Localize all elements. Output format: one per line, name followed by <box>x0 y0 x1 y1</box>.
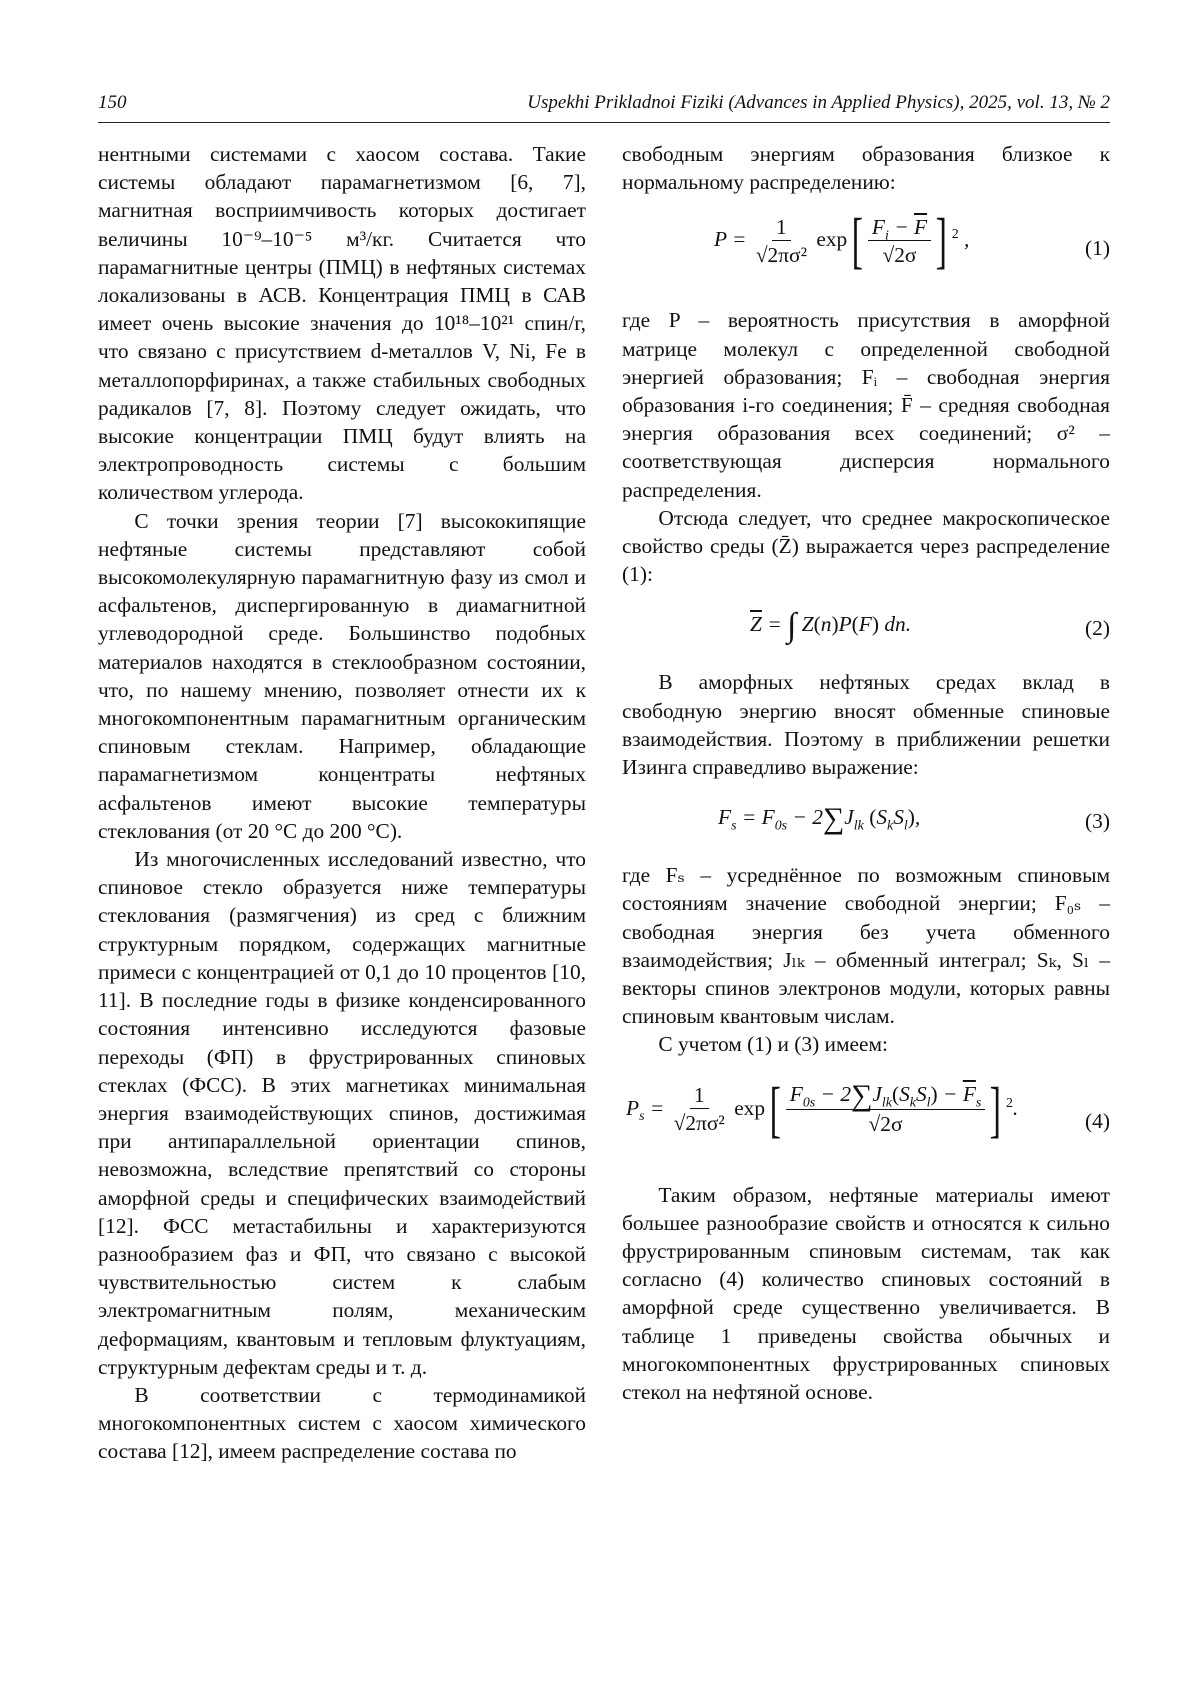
equation-1-number: (1) <box>1085 236 1110 261</box>
equation-3 <box>622 781 1110 861</box>
equation-2 <box>622 588 1110 668</box>
journal-citation: Uspekhi Prikladnoi Fiziki (Advances in Applied Physics), 2025, vol. 13, № 2 <box>527 92 1110 113</box>
right-paragraph-1: свободным энергиям образования близкое к нормальному распределению: <box>622 142 1110 195</box>
equation-2-formula: $\overline{Z}$ = ∫ Z(n)P(F) dn. <box>750 607 912 645</box>
equation-1 <box>622 196 1110 306</box>
equation-4 <box>622 1059 1110 1181</box>
left-paragraph-2: С точки зрения теории [7] высококипящие нефтяные системы представляют собой высокомолекулярную парамагнитную фазу из смол и асфальтенов, диспергированную в диамагнитной углеводородной среде. Большинство подобных материалов находятся в стеклообразном состоянии, что, по нашему мнению, позволяет отнести их к многокомпонентным парамагнитным органическим спиновым стеклам. Например, обладающие парамагнетизмом концентраты нефтяных асфальтенов имеют высокие температуры стеклования (от 20 °С до 200 °С). <box>98 508 586 843</box>
right-column <box>622 140 1110 1406</box>
right-paragraph-6: С учетом (1) и (3) имеем: <box>658 1032 889 1057</box>
left-paragraph-1: нентными системами с хаосом состава. Такие системы обладают парамагнетизмом [6, 7], магнитная восприимчивость которых достигает величины 10⁻⁹–10⁻⁵ м³/кг. Считается что парамагнитные центры (ПМЦ) в нефтяных системах локализованы в АСВ. Концентрация ПМЦ в САВ имеет очень высокие значения до 10¹⁸–10²¹ спин/г, что связано с присутствием d-металлов V, Ni, Fe в металлопорфиринах, а также стабильных свободных радикалов [7, 8]. Поэтому следует ожидать, что высокие концентрации ПМЦ будут влиять на электропроводность системы с большим количеством углерода. <box>98 142 586 505</box>
equation-3-formula: $F_s = F_{0s} - 2\sum J_{lk}$ $(S_kS_l)$, <box>718 802 921 836</box>
left-column <box>98 140 586 1466</box>
equation-4-number: (4) <box>1085 1108 1110 1133</box>
left-paragraph-3: Из многочисленных исследований известно, что спиновое стекло образуется ниже температуры стеклования (размягчения) из сред с ближним структурным порядком, содержащих магнитные примеси с концентрацией от 0,1 до 10 процентов [10, 11]. В последние годы в физике конденсированного состояния интенсивно исследуются фазовые переходы (ФП) в фрустрированных спиновых стеклах (ФСС). В этих магнетиках минимальная энергия взаимодействующих спинов, достижимая при антипараллельной ориентации спинов, невозможна, вследствие препятствий со стороны аморфной среды и специфических взаимодействий [12]. ФСС метастабильны и характеризуются разнообразием фаз и ФП, что связано с высокой чувствительностью систем к слабым электромагнитным полям, механическим деформациям, квантовым и тепловым флуктуациям, структурным дефектам среды и т. д. <box>98 847 586 1379</box>
right-paragraph-2: где P – вероятность присутствия в аморфной матрице молекул с определенной свободной энергией образования; Fᵢ – свободная энергия образования i-го соединения; F̄ – средняя свободная энергия образования всех соединений; σ² – соответствующая дисперсия нормального распределения. <box>622 308 1110 502</box>
right-paragraph-4: В аморфных нефтяных средах вклад в свободную энергию вносят обменные спиновые взаимодействия. Поэтому в приближении решетки Изинга справедливо выражение: <box>622 670 1110 780</box>
right-paragraph-5: где Fₛ – усреднённое по возможным спиновым состояниям значение свободной энергии; F₀ₛ – свободная энергия без учета обменного взаимодействия; Jₗₖ – обменный интеграл; Sₖ, Sₗ – векторы спинов электронов модули, которых равны спиновым квантовым числам. <box>622 863 1110 1029</box>
right-paragraph-7: Таким образом, нефтяные материалы имеют большее разнообразие свойств и относятся к сильно фрустрированным спиновым системам, так как согласно (4) количество спиновых состояний в аморфной среде существенно увеличивается. В таблице 1 приведены свойства обычных и многокомпонентных фрустрированных спиновых стекол на нефтяной основе. <box>622 1182 1110 1405</box>
header-rule <box>98 122 1110 123</box>
equation-2-number: (2) <box>1085 616 1110 641</box>
left-paragraph-4: В соответствии с термодинамикой многокомпонентных систем с хаосом химического состава [12], имеем распределение состава по <box>98 1382 586 1464</box>
equation-4-formula: $P_s$ = $\frac{1}{\text{√2πσ²}}$ exp[ $\frac{F_{0s} - 2\sum J_{lk}(S_kS_l) - \overline{F}_s}{√2\sigma}$ ] $^2$. <box>626 1075 1019 1144</box>
running-header <box>98 92 1110 118</box>
right-paragraph-3: Отсюда следует, что среднее макроскопическое свойство среды (Z̄) выражается через распределение (1): <box>622 505 1110 587</box>
equation-1-formula: P = $\frac{1}{\text{√2πσ²}}$ exp[ $\frac{F_i - \overline{F}}{√2\sigma}$ ] $^2$ , <box>714 207 970 276</box>
page-number: 150 <box>98 92 127 113</box>
equation-3-number: (3) <box>1085 809 1110 834</box>
